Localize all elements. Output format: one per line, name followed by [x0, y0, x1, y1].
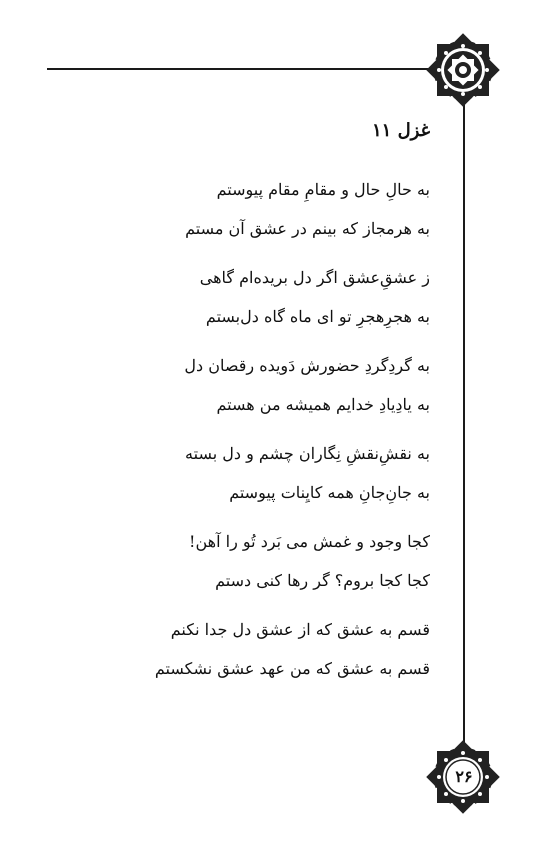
couplet	[130, 268, 430, 326]
verse-line: کجا وجود و غمش می بَرد تُو را آهن!	[189, 532, 430, 551]
verse-line: به گردِگردِ حضورش دَویده رقصان دل	[184, 356, 430, 375]
couplet	[130, 180, 430, 238]
top-rule	[47, 68, 432, 70]
verse-line: به حالِ حال و مقامِ مقام پیوستم	[216, 180, 430, 199]
verse-line: قسم به عشق که از عشق دل جدا نکنم	[170, 620, 430, 639]
couplet	[130, 532, 430, 590]
verse-line: به نقشِ‌نقشِ نِگاران چشم و دل بسته	[185, 444, 430, 463]
star-rosette-ornament-icon	[423, 30, 503, 110]
verse-line: قسم به عشق که من عهد عشق نشکستم	[154, 659, 430, 678]
poem-title: غزل ۱۱	[371, 120, 430, 141]
couplet	[130, 444, 430, 502]
verse-line: به هجرِهجرِ تو ای ماه گاه دل‌بستم	[205, 307, 430, 326]
couplet	[130, 620, 430, 678]
verse-line: به جانِ‌جانِ همه کایِنات پیوستم	[229, 483, 430, 502]
couplet	[130, 356, 430, 414]
verse-line: کجا کجا بروم؟ گر رها کنی دستم	[215, 571, 430, 590]
poem	[130, 114, 430, 708]
side-rule	[463, 100, 465, 745]
verse-line: به هرمجاز که بینم در عشق آن مستم	[185, 219, 430, 238]
page-number: ۲۶	[455, 766, 473, 786]
verse-line: ز عشقِ‌عشق اگر دل بریده‌ام گاهی	[199, 268, 430, 287]
verse-line: به یادِیادِ خدایم همیشه من هستم	[216, 395, 430, 414]
